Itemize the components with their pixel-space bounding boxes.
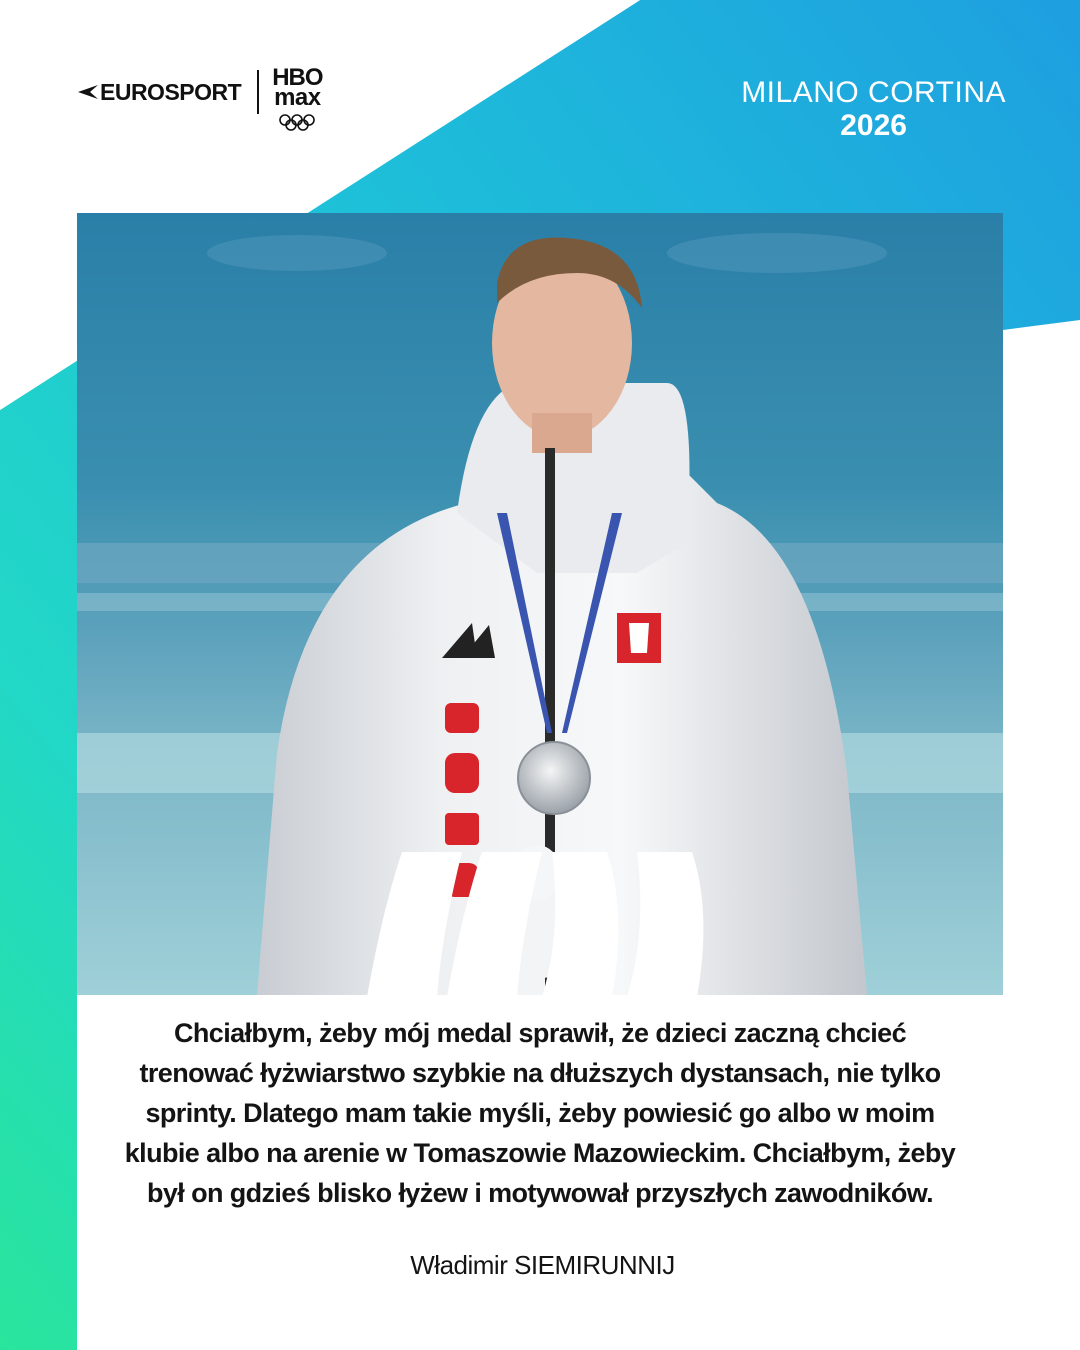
eurosport-logo <box>78 70 241 114</box>
event-year: 2026 <box>840 109 907 142</box>
quote-marks-icon <box>362 852 722 997</box>
logo-divider <box>257 70 259 114</box>
quote-line: był on gdzieś blisko łyżew i motywował przyszłych zawodników. <box>146 1178 934 1208</box>
event-title: MILANO CORTINA <box>741 76 1006 109</box>
hbo-wordmark: HBO <box>272 64 323 91</box>
quote-line: Chciałbym, żeby mój medal sprawił, że dzieci zaczną chcieć <box>174 1018 906 1048</box>
milano-cortina-logo <box>741 76 1006 142</box>
olympic-rings-icon <box>278 114 316 132</box>
broadcaster-logos <box>78 64 323 140</box>
quote-author: Władimir SIEMIRUNNIJ <box>410 1250 675 1280</box>
eurosport-star-icon <box>78 83 98 101</box>
eurosport-wordmark: EUROSPORT <box>100 78 242 105</box>
quote-line: sprinty. Dlatego mam takie myśli, żeby powiesić go albo w moim <box>145 1098 935 1128</box>
quote-text <box>80 1013 1000 1213</box>
quote-line: klubie albo na arenie w Tomaszowie Mazowieckim. Chciałbym, żeby <box>124 1138 956 1168</box>
quote-line: trenować łyżwiarstwo szybkie na dłuższych dystansach, nie tylko <box>139 1058 941 1088</box>
max-wordmark: max <box>274 84 321 111</box>
hbo-max-logo <box>272 64 323 132</box>
